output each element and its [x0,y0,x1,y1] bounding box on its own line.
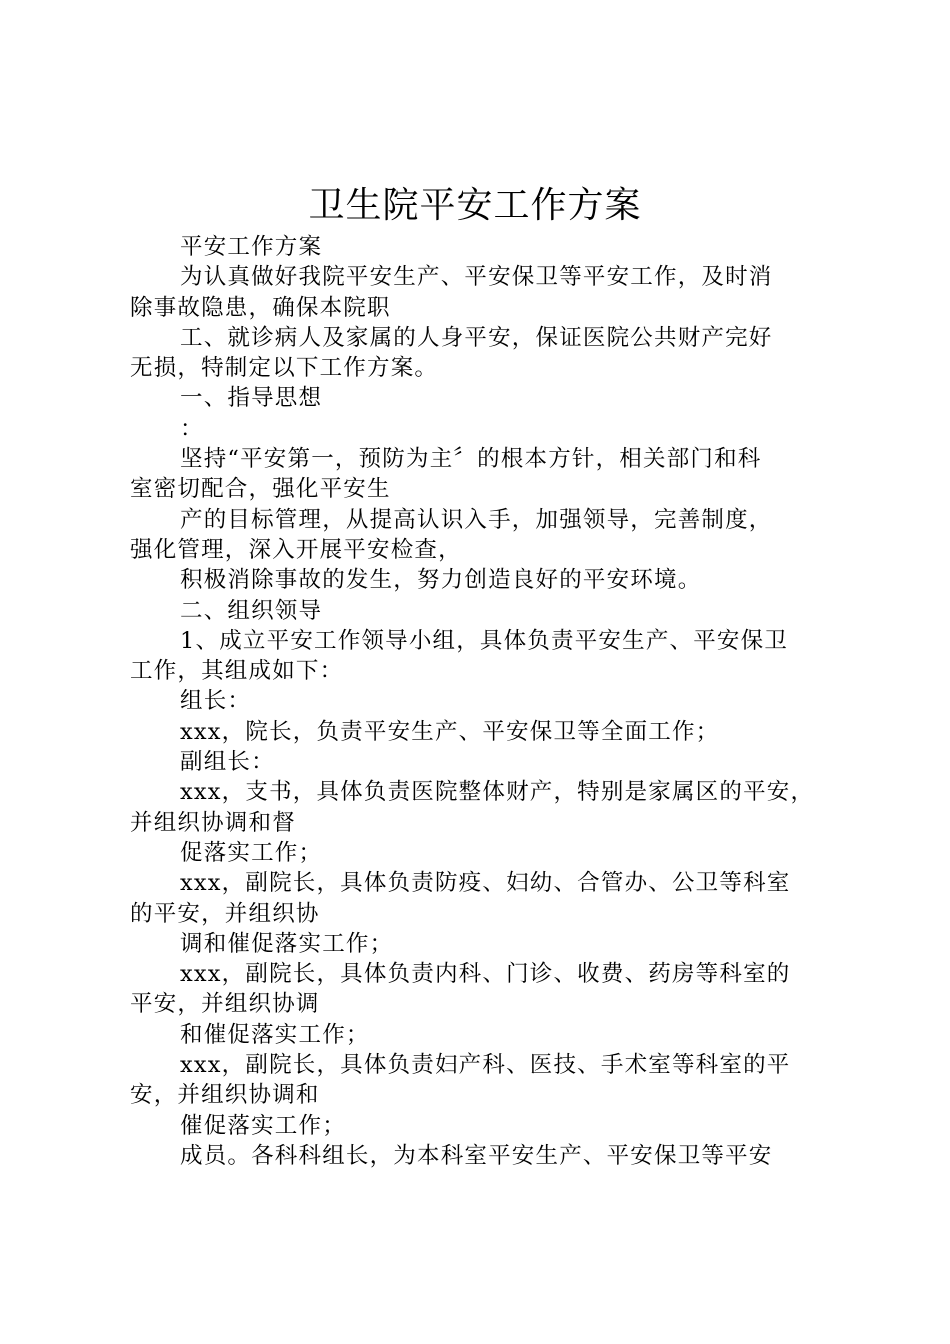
text-line: 工作，其组成如下： [130,658,344,685]
text-line: 和催促落实工作； [180,1021,370,1048]
text-line: 1、成立平安工作领导小组，具体负责平安生产、平安保卫 [180,627,789,654]
text-line: 调和催促落实工作； [180,930,394,957]
text-line: 并组织协调和督 [130,809,296,836]
text-line: xxx，副院长，具体负责防疫、妇幼、合管办、公卫等科室 [180,870,791,897]
text-line: 为认真做好我院平安生产、平安保卫等平安工作，及时消 [180,264,773,291]
text-line: 组长： [180,688,252,715]
text-line: xxx，副院长，具体负责内科、门诊、收费、药房等科室的 [180,961,791,988]
text-line: xxx，副院长，具体负责妇产科、医技、手术室等科室的平 [180,1052,791,1079]
text-line: 安，并组织协调和 [130,1082,320,1109]
text-line: 工、就诊病人及家属的人身平安，保证医院公共财产完好 [180,324,773,351]
text-line: 催促落实工作； [180,1112,346,1139]
text-line: 产的目标管理，从提高认识入手，加强领导，完善制度， [180,506,773,533]
text-line: 除事故隐患，确保本院职 [130,294,391,321]
text-line: 成员。各科科组长，为本科室平安生产、平安保卫等平安 [180,1142,773,1169]
document-body [130,232,830,1171]
text-line: 平安工作方案 [180,234,323,260]
text-line: 促落实工作； [180,839,323,866]
text-line: 积极消除事故的发生，努力创造良好的平安环境。 [180,567,702,594]
section-heading: 一、指导思想 [180,385,323,412]
document-title: 卫生院平安工作方案 [308,185,642,226]
text-line: 强化管理，深入开展平安检查， [130,536,462,563]
section-heading: 二、组织领导 [180,597,323,624]
text-line: 坚持“平安第一，预防为主〞的根本方针，相关部门和科 [180,446,762,473]
text-line: 无损，特制定以下工作方案。 [130,355,439,382]
text-line: 室密切配合，强化平安生 [130,476,391,503]
text-line: 副组长： [180,749,275,776]
text-line: xxx，院长，负责平安生产、平安保卫等全面工作； [180,718,720,745]
text-line: ： [180,415,204,442]
text-line: xxx，支书，具体负责医院整体财产，特别是家属区的平安， [180,779,815,806]
text-line: 平安，并组织协调 [130,991,320,1018]
text-line: 的平安，并组织协 [130,900,320,927]
